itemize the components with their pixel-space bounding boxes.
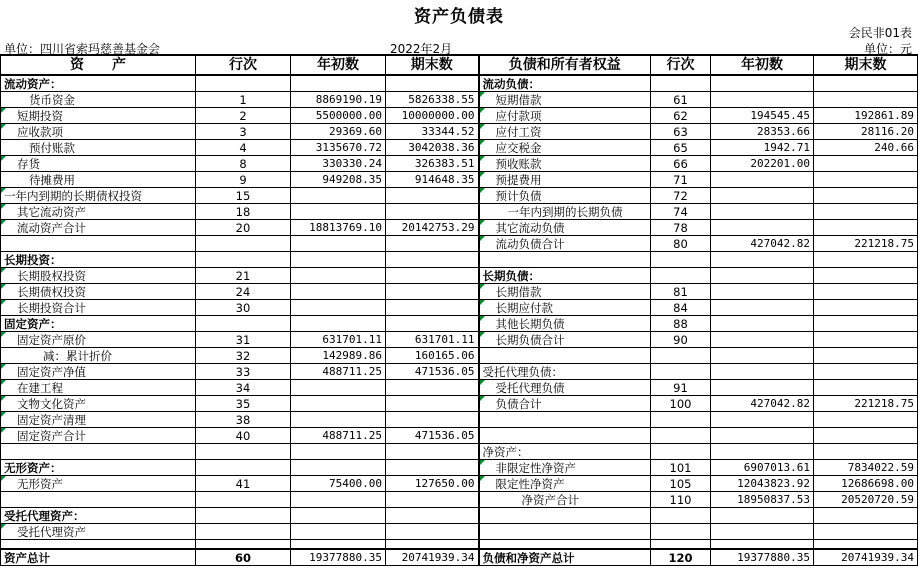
asset-end: 326383.51 [386,156,479,172]
asset-end [386,396,479,412]
asset-name [1,236,196,252]
asset-name: 货币资金 [1,92,196,108]
asset-name: 长期投资合计 [1,300,196,316]
total-asset-end: 20741939.34 [386,549,479,566]
asset-name: 固定资产： [1,316,196,332]
asset-name: 其它流动资产 [1,204,196,220]
total-liability-label: 负债和净资产总计 [479,549,651,566]
asset-end [386,188,479,204]
liability-name: 受托代理负债 [479,380,651,396]
liability-line [651,364,711,380]
asset-begin [291,524,386,540]
liability-line: 63 [651,124,711,140]
liability-begin [711,284,814,300]
liability-line: 66 [651,156,711,172]
balance-table [0,54,918,566]
liability-name: 流动负债： [479,75,651,92]
asset-name: 长期债权投资 [1,284,196,300]
asset-begin [291,508,386,524]
asset-end: 10000000.00 [386,108,479,124]
asset-end [386,492,479,508]
asset-name: 受托代理资产： [1,508,196,524]
asset-begin: 29369.60 [291,124,386,140]
liability-line [651,412,711,428]
liability-name: 其他长期负债 [479,316,651,332]
liability-begin [711,508,814,524]
liability-begin [711,172,814,188]
asset-name: 文物文化资产 [1,396,196,412]
liability-end [814,332,918,348]
asset-begin [291,316,386,332]
asset-end: 33344.52 [386,124,479,140]
form-code: 会民非01表 [848,26,912,40]
asset-line [196,524,291,540]
liability-name: 预收账款 [479,156,651,172]
liability-line: 100 [651,396,711,412]
liability-line: 88 [651,316,711,332]
asset-end [386,300,479,316]
asset-begin [291,188,386,204]
table-row [1,75,918,92]
asset-end [386,284,479,300]
asset-line: 2 [196,108,291,124]
col-line-2: 行次 [651,55,711,75]
table-row [1,108,918,124]
asset-end [386,460,479,476]
liability-begin [711,428,814,444]
liability-end [814,316,918,332]
liability-begin [711,204,814,220]
col-end-2: 期末数 [814,55,918,75]
asset-name: 固定资产净值 [1,364,196,380]
asset-end: 471536.05 [386,364,479,380]
table-row [1,348,918,364]
liability-line: 71 [651,172,711,188]
liability-begin [711,412,814,428]
table-row [1,412,918,428]
asset-begin [291,492,386,508]
liability-line: 84 [651,300,711,316]
liability-end [814,204,918,220]
asset-line [196,492,291,508]
liability-end [814,156,918,172]
asset-line: 15 [196,188,291,204]
asset-line [196,316,291,332]
liability-line [651,444,711,460]
liability-name: 受托代理负债： [479,364,651,380]
asset-line [196,460,291,476]
asset-name: 待摊费用 [1,172,196,188]
asset-begin: 631701.11 [291,332,386,348]
liability-line: 65 [651,140,711,156]
asset-name: 减：累计折价 [1,348,196,364]
asset-begin [291,300,386,316]
table-row [1,124,918,140]
liability-line [651,524,711,540]
liability-name: 长期借款 [479,284,651,300]
liability-name: 净资产： [479,444,651,460]
liability-end [814,172,918,188]
liability-line [651,508,711,524]
asset-name: 长期投资： [1,252,196,268]
asset-end [386,204,479,220]
asset-name: 固定资产合计 [1,428,196,444]
asset-name: 流动资产： [1,75,196,92]
liability-end [814,444,918,460]
liability-begin [711,300,814,316]
liability-end [814,284,918,300]
organization-unit: 单位：四川省索玛慈善基金会 [4,42,161,56]
liability-end [814,268,918,284]
liability-name: 限定性净资产 [479,476,651,492]
table-row [1,460,918,476]
liability-end [814,524,918,540]
asset-begin [291,396,386,412]
liability-name: 应付款项 [479,108,651,124]
asset-line: 41 [196,476,291,492]
liability-name: 应付工资 [479,124,651,140]
liability-end [814,412,918,428]
total-asset-label: 资产总计 [1,549,196,566]
asset-line: 40 [196,428,291,444]
table-row [1,524,918,540]
asset-begin [291,460,386,476]
col-begin: 年初数 [291,55,386,75]
liability-name: 长期负债： [479,268,651,284]
table-row [1,284,918,300]
liability-end [814,188,918,204]
asset-line: 38 [196,412,291,428]
col-end: 期末数 [386,55,479,75]
liability-line: 80 [651,236,711,252]
liability-name: 长期负债合计 [479,332,651,348]
liability-name: 短期借款 [479,92,651,108]
liability-begin [711,364,814,380]
liability-end [814,508,918,524]
liability-end [814,75,918,92]
table-row [1,476,918,492]
liability-name: 长期应付款 [479,300,651,316]
asset-begin [291,236,386,252]
liability-begin [711,268,814,284]
liability-begin: 18950837.53 [711,492,814,508]
liability-name: 负债合计 [479,396,651,412]
liability-end [814,380,918,396]
asset-end [386,508,479,524]
liability-line: 101 [651,460,711,476]
asset-name: 预付账款 [1,140,196,156]
table-row [1,156,918,172]
asset-begin [291,284,386,300]
total-liability-end: 20741939.34 [814,549,918,566]
asset-line [196,236,291,252]
asset-end: 471536.05 [386,428,479,444]
asset-end [386,268,479,284]
asset-begin [291,252,386,268]
total-liability-begin: 19377880.35 [711,549,814,566]
liability-line: 61 [651,92,711,108]
liability-begin: 6907013.61 [711,460,814,476]
liability-end: 28116.20 [814,124,918,140]
liability-begin [711,188,814,204]
asset-name [1,444,196,460]
asset-name [1,492,196,508]
liability-begin [711,524,814,540]
liability-name [479,508,651,524]
liability-end [814,364,918,380]
report-period: 2022年2月 [390,42,453,56]
asset-end: 631701.11 [386,332,479,348]
liability-name: 一年内到期的长期负债 [479,204,651,220]
asset-end: 160165.06 [386,348,479,364]
asset-end [386,252,479,268]
table-row [1,316,918,332]
total-asset-begin: 19377880.35 [291,549,386,566]
asset-begin [291,380,386,396]
asset-line [196,444,291,460]
asset-line: 21 [196,268,291,284]
liability-begin [711,444,814,460]
liability-end: 12686698.00 [814,476,918,492]
liability-name [479,428,651,444]
asset-line: 18 [196,204,291,220]
liability-begin [711,332,814,348]
liability-begin [711,252,814,268]
currency-unit: 单位：元 [863,42,912,56]
liability-line: 105 [651,476,711,492]
asset-name: 短期投资 [1,108,196,124]
table-row [1,92,918,108]
asset-line: 8 [196,156,291,172]
asset-begin: 18813769.10 [291,220,386,236]
asset-begin: 330330.24 [291,156,386,172]
liability-begin: 12043823.92 [711,476,814,492]
asset-end: 914648.35 [386,172,479,188]
asset-begin [291,75,386,92]
asset-name: 应收款项 [1,124,196,140]
table-row [1,300,918,316]
total-liability-line: 120 [651,549,711,566]
liability-line: 81 [651,284,711,300]
asset-line [196,75,291,92]
asset-line: 4 [196,140,291,156]
liability-line [651,75,711,92]
table-row [1,492,918,508]
table-row [1,252,918,268]
asset-begin: 5500000.00 [291,108,386,124]
table-row [1,428,918,444]
asset-line: 30 [196,300,291,316]
asset-line: 32 [196,348,291,364]
asset-line: 24 [196,284,291,300]
asset-end [386,444,479,460]
asset-name: 长期股权投资 [1,268,196,284]
asset-end [386,316,479,332]
liability-begin [711,348,814,364]
table-row [1,188,918,204]
liability-name: 其它流动负债 [479,220,651,236]
sheet-title: 资产负债表 [414,7,504,27]
asset-begin [291,268,386,284]
asset-name: 受托代理资产 [1,524,196,540]
liability-end [814,252,918,268]
liability-name: 非限定性净资产 [479,460,651,476]
asset-name: 一年内到期的长期债权投资 [1,188,196,204]
asset-end [386,524,479,540]
asset-begin: 949208.35 [291,172,386,188]
liability-name: 预提费用 [479,172,651,188]
col-liability: 负债和所有者权益 [479,55,651,75]
asset-name: 在建工程 [1,380,196,396]
asset-line [196,508,291,524]
liability-end: 221218.75 [814,236,918,252]
asset-name: 固定资产清理 [1,412,196,428]
table-row [1,236,918,252]
table-row [1,268,918,284]
asset-line: 31 [196,332,291,348]
asset-line: 20 [196,220,291,236]
liability-begin [711,92,814,108]
liability-end [814,348,918,364]
asset-begin [291,412,386,428]
asset-name: 流动资产合计 [1,220,196,236]
total-asset-line: 60 [196,549,291,566]
liability-line: 72 [651,188,711,204]
table-row [1,508,918,524]
total-row [1,549,918,566]
liability-line [651,252,711,268]
table-row [1,364,918,380]
liability-line: 78 [651,220,711,236]
liability-name [479,524,651,540]
liability-begin [711,316,814,332]
col-asset: 资 产 [1,55,196,75]
liability-line: 91 [651,380,711,396]
table-row [1,396,918,412]
liability-begin: 202201.00 [711,156,814,172]
asset-line: 33 [196,364,291,380]
liability-end: 240.66 [814,140,918,156]
asset-name: 固定资产原价 [1,332,196,348]
liability-line: 62 [651,108,711,124]
col-begin-2: 年初数 [711,55,814,75]
liability-name [479,348,651,364]
liability-name: 净资产合计 [479,492,651,508]
liability-begin: 28353.66 [711,124,814,140]
liability-name [479,252,651,268]
asset-line: 9 [196,172,291,188]
asset-end [386,236,479,252]
liability-begin: 427042.82 [711,396,814,412]
asset-begin: 3135670.72 [291,140,386,156]
spacer-row [1,540,918,550]
asset-end [386,412,479,428]
table-row [1,172,918,188]
asset-begin: 8869190.19 [291,92,386,108]
liability-line: 74 [651,204,711,220]
liability-line: 110 [651,492,711,508]
liability-name [479,412,651,428]
asset-begin: 488711.25 [291,428,386,444]
liability-line [651,428,711,444]
liability-end: 7834022.59 [814,460,918,476]
table-row [1,140,918,156]
asset-end: 3042038.36 [386,140,479,156]
asset-line [196,252,291,268]
asset-name: 无形资产： [1,460,196,476]
liability-end: 221218.75 [814,396,918,412]
asset-begin: 75400.00 [291,476,386,492]
table-row [1,204,918,220]
liability-begin [711,380,814,396]
asset-line: 3 [196,124,291,140]
liability-end [814,220,918,236]
liability-begin: 1942.71 [711,140,814,156]
liability-line [651,268,711,284]
asset-end: 127650.00 [386,476,479,492]
asset-begin [291,204,386,220]
table-row [1,332,918,348]
asset-end: 20142753.29 [386,220,479,236]
liability-end [814,300,918,316]
liability-begin [711,75,814,92]
asset-begin [291,444,386,460]
asset-end [386,380,479,396]
liability-name: 应交税金 [479,140,651,156]
liability-end [814,428,918,444]
liability-begin: 194545.45 [711,108,814,124]
liability-begin: 427042.82 [711,236,814,252]
asset-line: 34 [196,380,291,396]
liability-end: 192861.89 [814,108,918,124]
liability-line [651,348,711,364]
asset-line: 1 [196,92,291,108]
table-row [1,444,918,460]
liability-end [814,92,918,108]
liability-name: 流动负债合计 [479,236,651,252]
liability-begin [711,220,814,236]
asset-end [386,75,479,92]
table-row [1,380,918,396]
asset-line: 35 [196,396,291,412]
asset-end: 5826338.55 [386,92,479,108]
liability-line: 90 [651,332,711,348]
asset-name: 无形资产 [1,476,196,492]
liability-end: 20520720.59 [814,492,918,508]
asset-name: 存货 [1,156,196,172]
asset-begin: 142989.86 [291,348,386,364]
table-row [1,220,918,236]
asset-begin: 488711.25 [291,364,386,380]
header-row [1,55,918,75]
liability-name: 预计负债 [479,188,651,204]
col-line: 行次 [196,55,291,75]
